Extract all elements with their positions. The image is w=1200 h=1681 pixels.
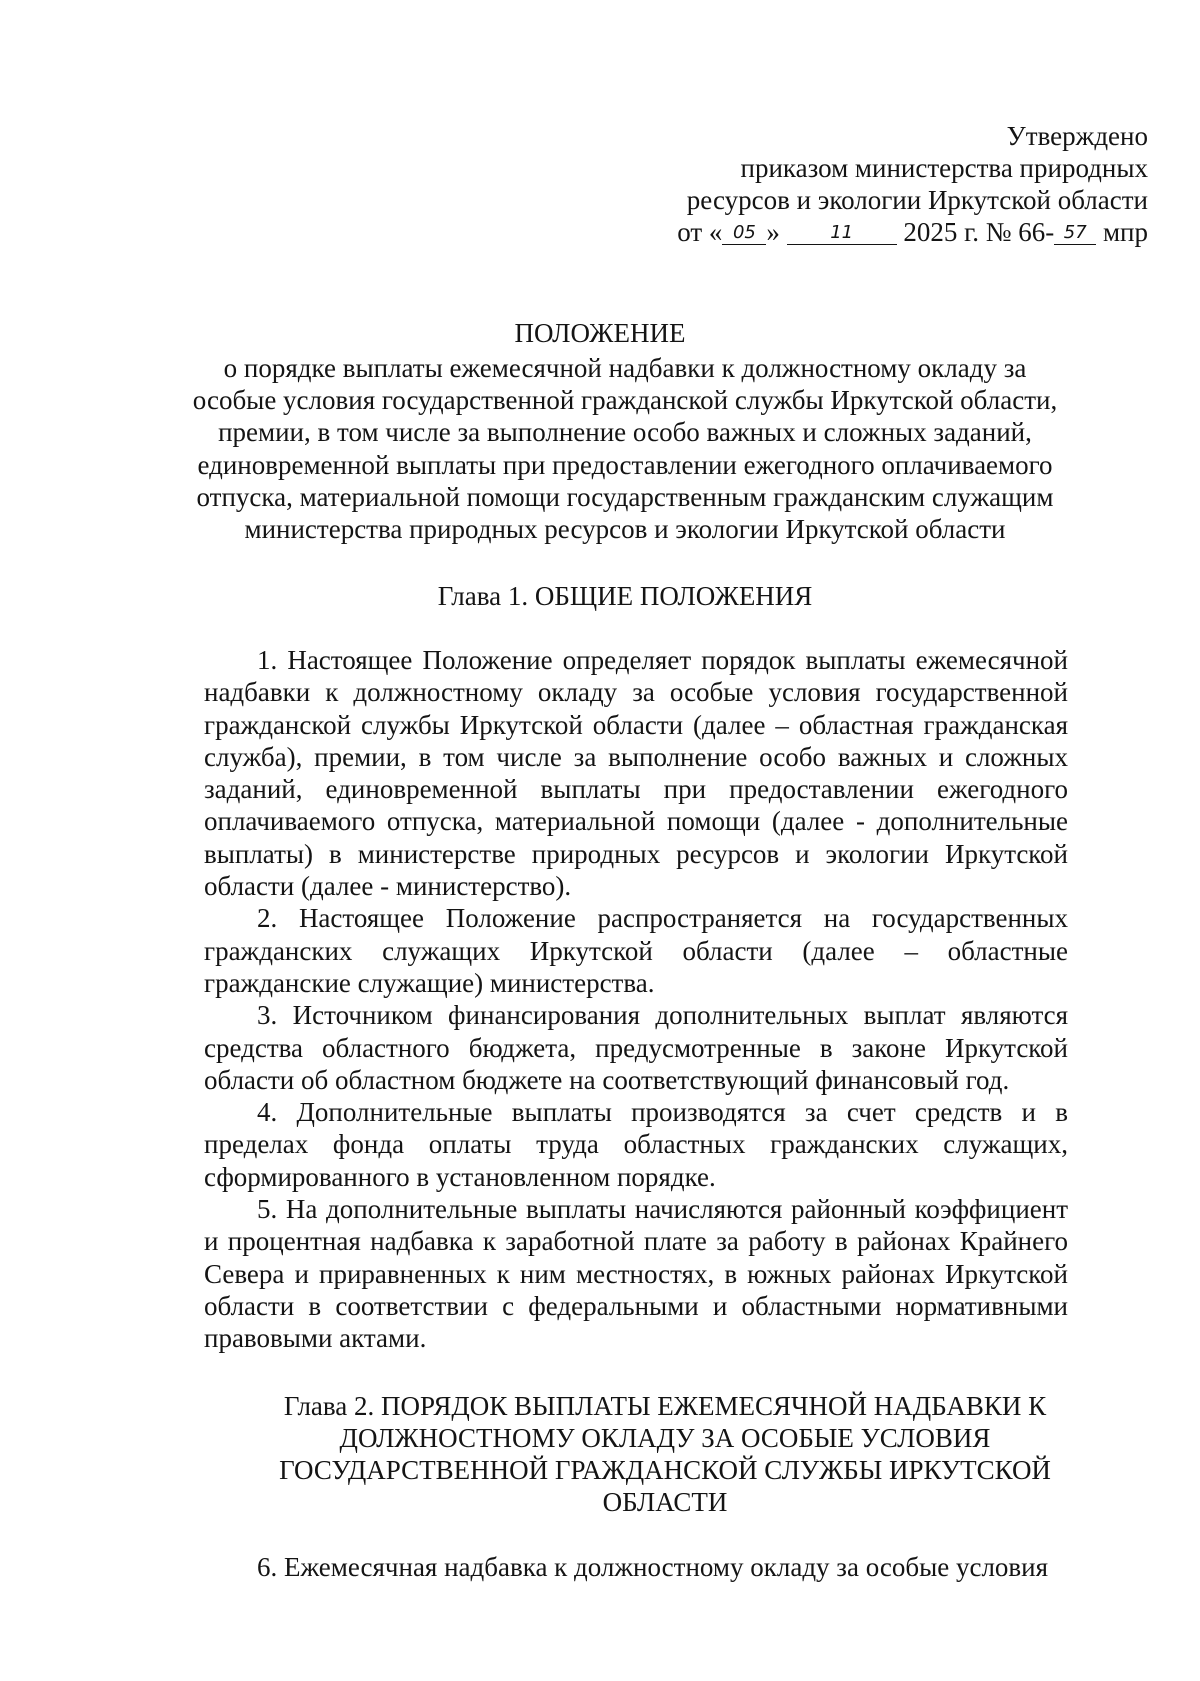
paragraph-6: 6. Ежемесячная надбавка к должностному окладу за особые условия: [257, 1552, 1049, 1582]
paragraph-2: 2. Настоящее Положение распространяется на государственных гражданских служащих Иркутской области (далее – областные гражданские служащие) министерства.: [204, 903, 1068, 998]
approval-line-3: ресурсов и экологии Иркутской области: [686, 185, 1148, 215]
document-subtitle: о порядке выплаты ежемесячной надбавки к должностному окладу за особые условия государственной гражданской службы Иркутской области, премии, в том числе за выполнение особо важных и сложных заданий, единовременной выплаты при предоставлении ежегодного оплачиваемого отпуска, материальной помощи государственным гражданским служащим министерства природных ресурсов и экологии Иркутской области: [192, 353, 1058, 545]
handwritten-order-number: 57: [1054, 222, 1096, 245]
handwritten-month: 11: [787, 222, 897, 245]
chapter-1-heading: Глава 1. ОБЩИЕ ПОЛОЖЕНИЯ: [437, 581, 813, 611]
chapter-1-body: [204, 644, 1068, 1355]
paragraph-1: 1. Настоящее Положение определяет порядок выплаты ежемесячной надбавки к должностному окладу за особые условия государственной гражданской службы Иркутской области (далее – областная гражданская служба), премии, в том числе за выполнение особо важных и сложных заданий, единовременной выплаты при предоставлении ежегодного оплачиваемого отпуска, материальной помощи (далее - дополнительные выплаты) в министерстве природных ресурсов и экологии Иркутской области (далее - министерство).: [204, 645, 1068, 902]
date-year: 2025 г. № 66-: [896, 217, 1055, 247]
date-prefix: от «: [677, 217, 723, 247]
chapter-2-body: [204, 1551, 1068, 1583]
approval-date-line: [677, 216, 1148, 248]
paragraph-5: 5. На дополнительные выплаты начисляются районный коэффициент и процентная надбавка к заработной плате за работу в районах Крайнего Севера и приравненных к ним местностях, в южных районах Иркутской области в соответствии с федеральными и областными нормативными правовыми актами.: [204, 1194, 1068, 1354]
paragraph-4: 4. Дополнительные выплаты производятся за счет средств и в пределах фонда оплаты труда областных гражданских служащих, сформированного в установленном порядке.: [204, 1097, 1068, 1192]
chapter-2-heading: Глава 2. ПОРЯДОК ВЫПЛАТЫ ЕЖЕМЕСЯЧНОЙ НАДБАВКИ К ДОЛЖНОСТНОМУ ОКЛАДУ ЗА ОСОБЫЕ УСЛОВИЯ ГОСУДАРСТВЕННОЙ ГРАЖДАНСКОЙ СЛУЖБЫ ИРКУТСКОЙ ОБЛАСТИ: [279, 1391, 1051, 1517]
approval-block: [677, 120, 1148, 248]
paragraph-3: 3. Источником финансирования дополнительных выплат являются средства областного бюджета, предусмотренные в законе Иркутской области об областном бюджете на соответствующий финансовый год.: [204, 1000, 1068, 1095]
date-mid: »: [766, 217, 787, 247]
approval-line-1: Утверждено: [1006, 121, 1148, 151]
approval-line-2: приказом министерства природных: [740, 153, 1148, 183]
order-suffix: мпр: [1096, 217, 1148, 247]
document-title: ПОЛОЖЕНИЕ: [514, 318, 686, 348]
handwritten-day: 05: [722, 222, 766, 245]
